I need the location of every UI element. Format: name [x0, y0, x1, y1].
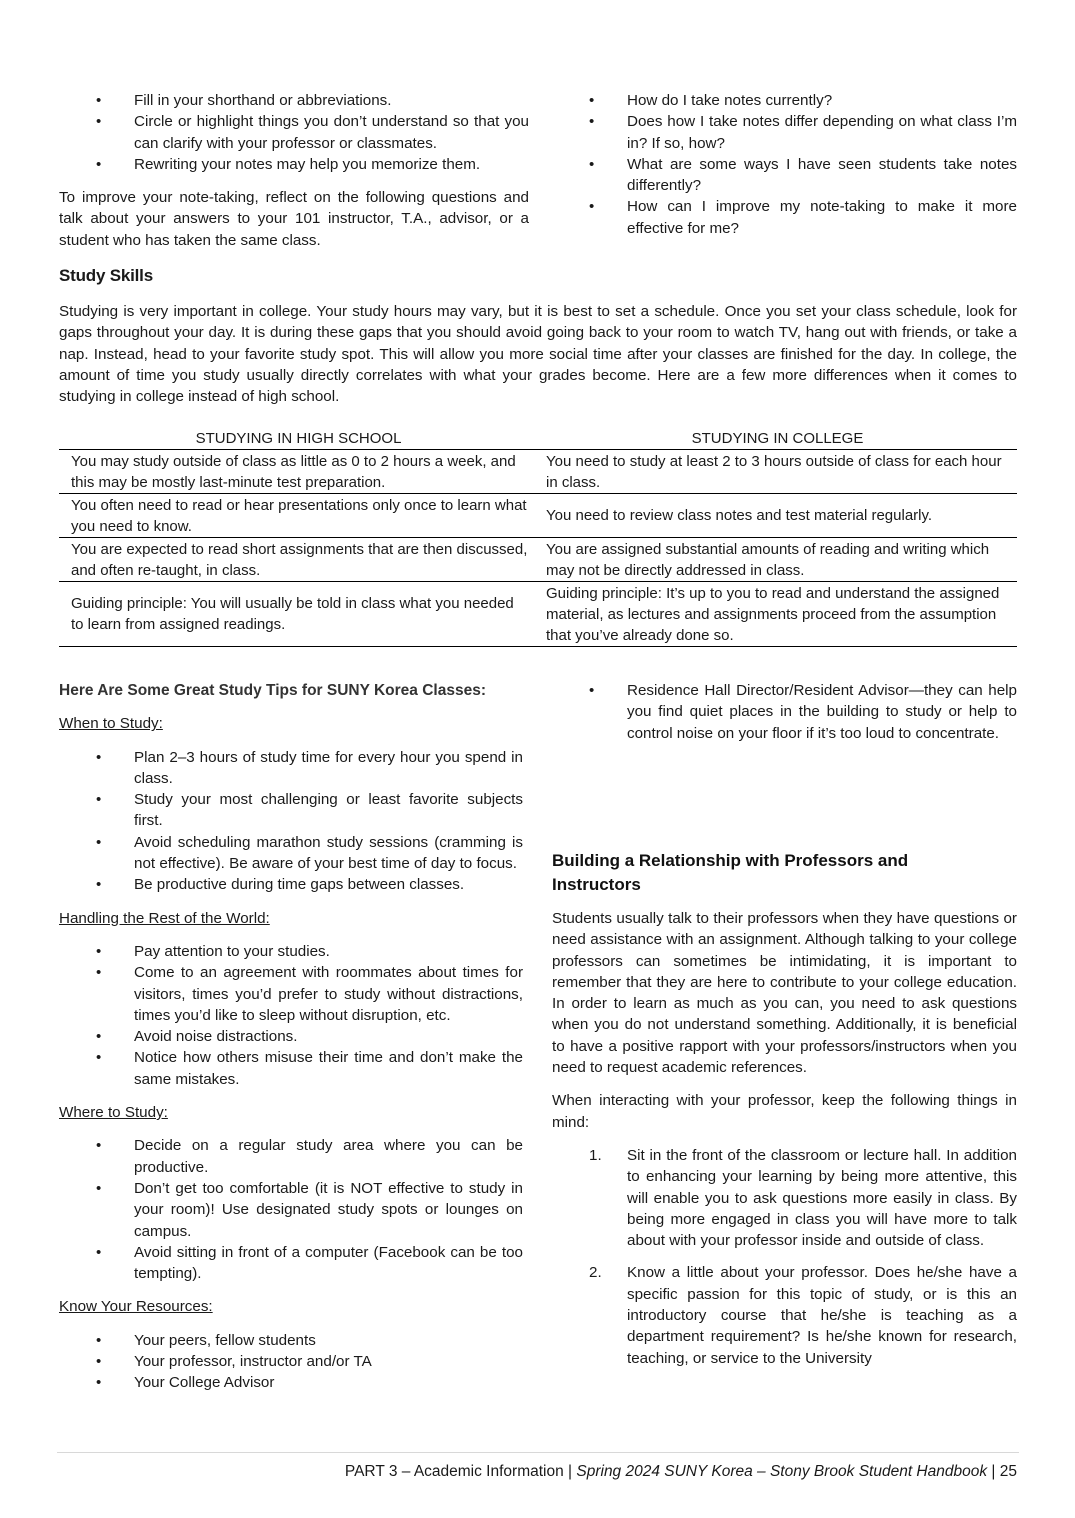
study-tips-section [59, 680, 523, 1394]
column-header-college: STUDYING IN COLLEGE [538, 428, 1017, 450]
when-to-study-heading: When to Study: [59, 715, 163, 733]
list-item [552, 1145, 1017, 1251]
reflection-questions [552, 90, 1017, 239]
footer-divider [57, 1452, 1019, 1453]
relationship-paragraph: Students usually talk to their professors when they have questions or need assistance with an assignment. Although talking to your college professors can sometimes be intimidating, it is important to remember that they are here to contribute to your college education. In order to learn as much as you can, you need to ask questions when you do not understand something. Additionally, it is beneficial to have a positive rapport with your professors/instructors when you need to request academic references. [552, 910, 1017, 1077]
list-item: • Circle or highlight things you don’t understand so that you can clarify with your professor or classmates. [59, 111, 529, 154]
study-skills-heading: Study Skills [59, 266, 153, 285]
list-item: • How can I improve my note-taking to make it more effective for me? [552, 196, 1017, 239]
list-item: • Don’t get too comfortable (it is NOT effective to study in your room)! Use designated study spots or lounges on campus. [59, 1178, 523, 1242]
list-item [552, 1262, 1017, 1368]
list-number: 2. [589, 1264, 602, 1282]
list-item: • Notice how others misuse their time and don’t make the same mistakes. [59, 1047, 523, 1090]
handling-world-list [59, 941, 523, 1090]
know-resources-heading: Know Your Resources: [59, 1298, 213, 1316]
table-cell: You are expected to read short assignments that are then discussed, and often re-taught, in class. [59, 538, 538, 582]
when-to-study-list [59, 747, 523, 896]
list-item: • Residence Hall Director/Resident Advisor—they can help you find quiet places in the building to study or help to control noise on your floor if it’s too loud to concentrate. [552, 680, 1017, 744]
list-item: • Come to an agreement with roommates about times for visitors, times you’d prefer to study without distractions, times you’d like to sleep without disruption, etc. [59, 962, 523, 1026]
interacting-paragraph: When interacting with your professor, keep the following things in mind: [552, 1092, 1017, 1131]
page-footer [345, 1461, 1017, 1482]
column-header-high-school: STUDYING IN HIGH SCHOOL [59, 428, 538, 450]
table-row [59, 582, 1017, 647]
where-to-study-list [59, 1135, 523, 1284]
resources-continued [552, 680, 1017, 744]
reflect-paragraph: To improve your note-taking, reflect on the following questions and talk about your answers to your 101 instructor, T.A., advisor, or a student who has taken the same class. [59, 189, 529, 249]
table-cell: Guiding principle: You will usually be told in class what you needed to learn from assigned readings. [59, 582, 538, 647]
know-resources-list [59, 1330, 523, 1394]
table-row [59, 538, 1017, 582]
list-item: • Be productive during time gaps between classes. [59, 874, 523, 895]
table-cell: You are assigned substantial amounts of reading and writing which may not be directly addressed in class. [538, 538, 1017, 582]
list-item: • How do I take notes currently? [552, 90, 1017, 111]
table-cell: You need to review class notes and test material regularly. [538, 494, 1017, 538]
table-cell: You often need to read or hear presentations only once to learn what you need to know. [59, 494, 538, 538]
list-item: • Rewriting your notes may help you memorize them. [59, 154, 529, 175]
list-item: • Pay attention to your studies. [59, 941, 523, 962]
list-item: • Study your most challenging or least favorite subjects first. [59, 789, 523, 832]
reflection-questions-list [552, 90, 1017, 239]
relationship-section [552, 849, 1017, 1380]
list-item: • Avoid scheduling marathon study sessions (cramming is not effective). Be aware of your best time of day to focus. [59, 832, 523, 875]
comparison-table-wrapper [59, 428, 1017, 647]
notes-tips-section [59, 90, 529, 251]
list-item: • Avoid noise distractions. [59, 1026, 523, 1047]
where-to-study-heading: Where to Study: [59, 1104, 168, 1122]
list-item: • Decide on a regular study area where you can be productive. [59, 1135, 523, 1178]
relationship-heading: Building a Relationship with Professors and Instructors [552, 851, 909, 894]
table-row [59, 450, 1017, 494]
table-cell: You need to study at least 2 to 3 hours outside of class for each hour in class. [538, 450, 1017, 494]
comparison-table [59, 428, 1017, 647]
handling-world-heading: Handling the Rest of the World: [59, 909, 270, 927]
list-item: • Your professor, instructor and/or TA [59, 1351, 523, 1372]
notes-tips-list [59, 90, 529, 175]
list-item: • Does how I take notes differ depending on what class I’m in? If so, how? [552, 111, 1017, 154]
list-item: • Your peers, fellow students [59, 1330, 523, 1351]
study-tips-heading: Here Are Some Great Study Tips for SUNY Korea Classes: [59, 682, 486, 699]
footer-handbook-title: Spring 2024 SUNY Korea – Stony Brook Student Handbook [576, 1463, 988, 1480]
list-item: • Fill in your shorthand or abbreviations. [59, 90, 529, 111]
table-cell: You may study outside of class as little as 0 to 2 hours a week, and this may be mostly last-minute test preparation. [59, 450, 538, 494]
list-item: • Plan 2–3 hours of study time for every hour you spend in class. [59, 747, 523, 790]
list-item-text: Know a little about your professor. Does he/she have a specific passion for this topic of study, or is this an introductory course that he/she is teaching as a department requirement? Is he/she known for research, teaching, or service to the University [627, 1264, 1017, 1367]
table-cell: Guiding principle: It’s up to you to read and understand the assigned material, as lectures and assignments proceed from the assumption that you’ve already done so. [538, 582, 1017, 647]
list-item: • Avoid sitting in front of a computer (Facebook can be too tempting). [59, 1242, 523, 1285]
list-item: • Your College Advisor [59, 1372, 523, 1393]
study-skills-paragraph: Studying is very important in college. Your study hours may vary, but it is best to set a schedule. Once you set your class schedule, look for gaps throughout your day. It is during these gaps that you should avoid going back to your room to watch TV, hang out with friends, or take a nap. Instead, head to your favorite study spot. This will allow you more social time after your classes are finished for the day. In college, the amount of time you study usually directly correlates with what your grades become. Here are a few more differences when it comes to studying in college instead of high school. [59, 303, 1017, 406]
list-item-text: Sit in the front of the classroom or lecture hall. In addition to enhancing your learning by being more attentive, this will enable you to ask questions more easily in class. By being more engaged in class you will have more to talk about with your professor inside and outside of class. [627, 1146, 1017, 1250]
table-row [59, 494, 1017, 538]
know-resources-list-continued [552, 680, 1017, 744]
list-number: 1. [589, 1146, 602, 1164]
list-item: • What are some ways I have seen students take notes differently? [552, 154, 1017, 197]
footer-part: PART 3 – Academic Information | [344, 1463, 577, 1480]
professor-tips-list [552, 1145, 1017, 1369]
footer-page-number: | 25 [987, 1463, 1017, 1480]
table-header-row [59, 428, 1017, 450]
